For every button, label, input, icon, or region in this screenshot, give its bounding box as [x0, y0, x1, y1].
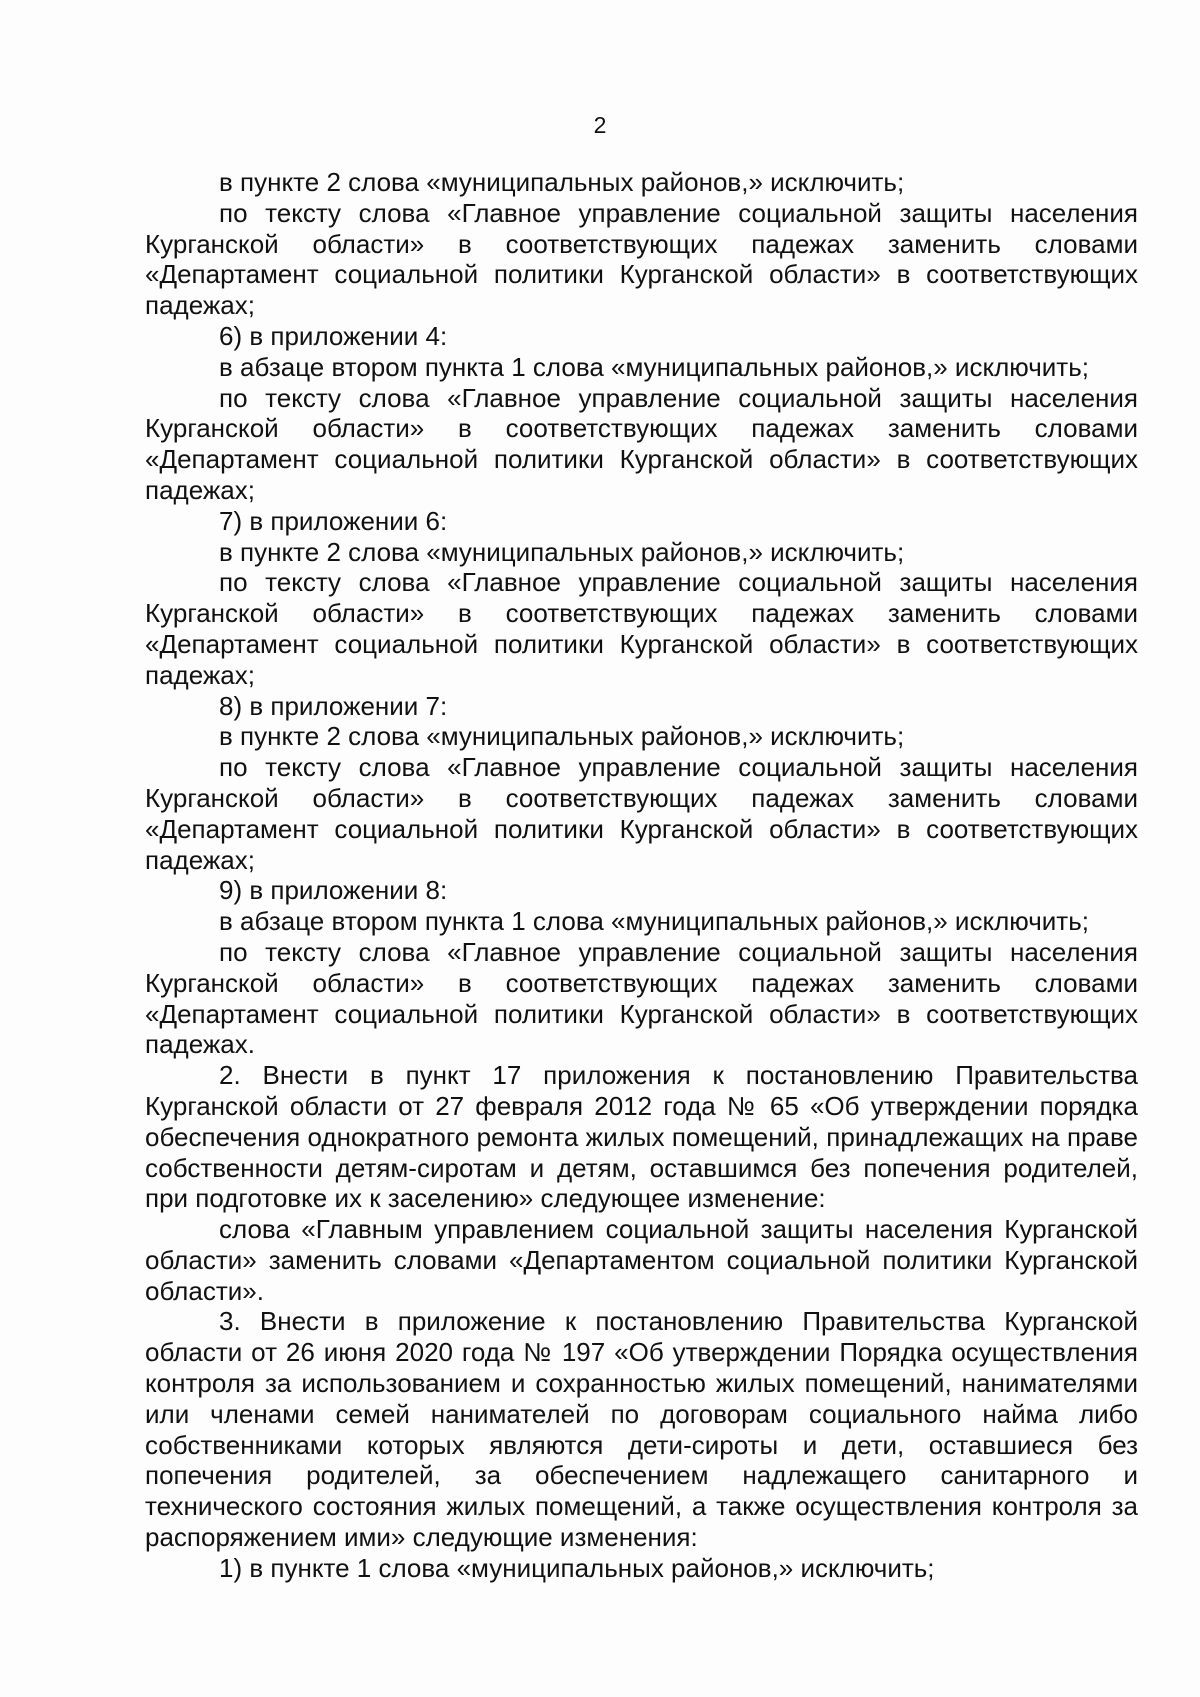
paragraph: по тексту слова «Главное управление социальной защиты населения Курганской области» в соответствующих падежах заменить словами «Департамент социальной политики Курганской области» в соответствующих падежах.	[145, 936, 1138, 1060]
paragraph: в абзаце втором пункта 1 слова «муниципальных районов,» исключить;	[219, 906, 1089, 937]
paragraph: в пункте 2 слова «муниципальных районов,» исключить;	[219, 167, 905, 197]
document-body	[145, 167, 1138, 1584]
paragraph: по тексту слова «Главное управление социальной защиты населения Курганской области» в соответствующих падежах заменить словами «Департамент социальной политики Курганской области» в соответствующих падежах;	[145, 197, 1138, 321]
paragraph: в абзаце втором пункта 1 слова «муниципальных районов,» исключить;	[219, 351, 1089, 382]
list-item-heading: 9) в приложении 8:	[219, 875, 448, 906]
paragraph: слова «Главным управлением социальной защиты населения Курганской области» заменить словами «Департаментом социальной политики Курганской области».	[145, 1214, 1138, 1306]
page-number: 2	[593, 112, 607, 138]
paragraph: в пункте 2 слова «муниципальных районов,» исключить;	[219, 721, 905, 752]
list-item-heading: 1) в пункте 1 слова «муниципальных районов,» исключить;	[219, 1552, 935, 1583]
section-paragraph: 3. Внести в приложение к постановлению Правительства Курганской области от 26 июня 2020 года № 197 «Об утверждении Порядка осуществления контроля за использованием и сохранностью жилых помещений, нанимателями или членами семей нанимателей по договорам социального найма либо собственниками которых являются дети-сироты и дети, оставшиеся без попечения родителей, за обеспечением надлежащего санитарного и технического состояния жилых помещений, а также осуществления контроля за распоряжением ими» следующие изменения:	[145, 1306, 1138, 1553]
list-item-heading: 8) в приложении 7:	[219, 690, 448, 721]
list-item-heading: 7) в приложении 6:	[219, 505, 448, 536]
section-paragraph: 2. Внести в пункт 17 приложения к постановлению Правительства Курганской области от 27 февраля 2012 года № 65 «Об утверждении порядка обеспечения однократного ремонта жилых помещений, принадлежащих на праве собственности детям-сиротам и детям, оставшимся без попечения родителей, при подготовке их к заселению» следующее изменение:	[145, 1060, 1138, 1214]
paragraph: по тексту слова «Главное управление социальной защиты населения Курганской области» в соответствующих падежах заменить словами «Департамент социальной политики Курганской области» в соответствующих падежах;	[145, 567, 1138, 690]
paragraph: в пункте 2 слова «муниципальных районов,» исключить;	[219, 536, 905, 567]
paragraph: по тексту слова «Главное управление социальной защиты населения Курганской области» в соответствующих падежах заменить словами «Департамент социальной политики Курганской области» в соответствующих падежах;	[145, 752, 1138, 875]
list-item-heading: 6) в приложении 4:	[219, 320, 448, 351]
paragraph: по тексту слова «Главное управление социальной защиты населения Курганской области» в соответствующих падежах заменить словами «Департамент социальной политики Курганской области» в соответствующих падежах;	[145, 382, 1138, 505]
